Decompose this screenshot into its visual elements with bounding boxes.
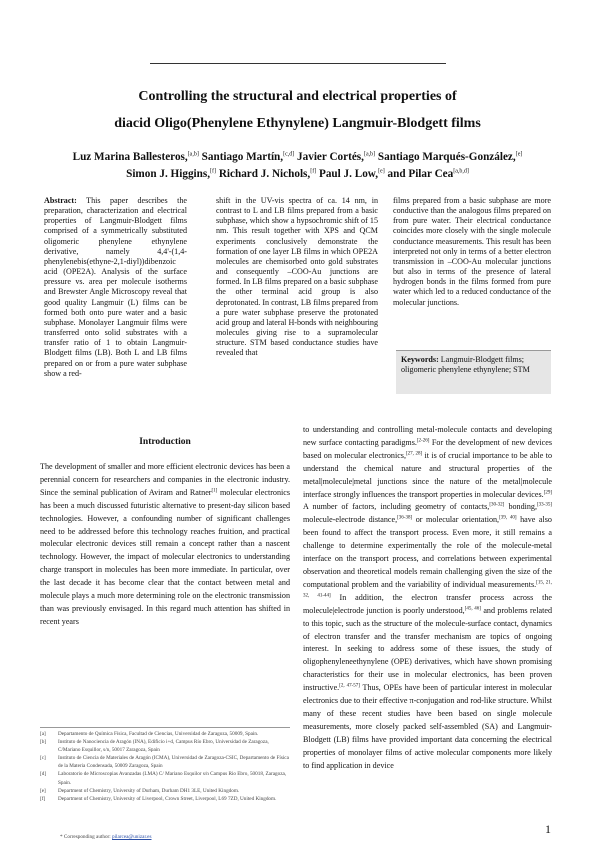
abstract-column-1 — [44, 196, 187, 379]
citation-ref: [1] — [211, 488, 218, 494]
citation-ref: [27, 28] — [406, 451, 423, 457]
citation-ref: [39, 40] — [499, 515, 517, 521]
citation-ref: [36-38] — [397, 515, 413, 521]
abstract-column-2: shift in the UV-vis spectra of ca. 14 nm, in contrast to L and LB films prepared from a basic subphase, which show a hypsochromic shift of 15 nm. This result together with XPS and QCM experiments conclusively demonstrate the formation of one layer LB films in which OPE2A molecules are chemisorbed onto gold substrates and consequently –COO-Au junctions are formed. In LB films prepared on a basic subphase the other terminal acid group is also deprotonated. In contrast, LB films prepared from a pure water subphase preserve the protonated acid group and lateral H-bonds with neighbouring molecules giving rise to a supramolecular structure. STM based conductance studies have revealed that — [216, 196, 378, 358]
affiliation-tag: [b] — [40, 739, 47, 746]
author: Richard J. Nichols,[f] — [218, 168, 317, 181]
affiliation-list — [40, 730, 290, 803]
affiliation-text: Instituto de Nanociencia de Aragón (INA), Edificio i+d, Campus Río Ebro, Universidad de Zaragoza, C/Mariano Esquillor, s/n, 50017 Zaragoza, Spain — [58, 739, 269, 754]
affiliation-item — [40, 787, 290, 795]
abstract-text: This paper describes the preparation, characterization and electrical properties of Langmuir-Blodgett films comprised of a symmetrically substituted oligomeric phenylene ethynylene derivative, namely 4,4'-(1,4-phenylenebis(ethyne-2,1-diyl))dibenzoic acid (OPE2A). Analysis of the surface pressure vs. area per molecule isotherms and Brewster Angle Microscopy reveal that good quality Langmuir (L) films can be formed both onto pure water and a basic subphase. Monolayer Langmuir films were transferred onto solid substrates with a transfer ratio of 1 to obtain Langmuir-Blodgett films (LB). Both L and LB films prepared on or from a pure water subphase show a red- — [44, 196, 187, 378]
author: and Pilar Cea[a,b,d] — [387, 168, 469, 181]
citation-ref: [2-26] — [416, 438, 430, 444]
keywords-box — [396, 350, 551, 394]
body-text: molecule-electrode distance, — [303, 515, 398, 525]
paper-title-line2: diacid Oligo(Phenylene Ethynylene) Langmuir-Blodgett films — [114, 116, 481, 131]
body-text: bonding, — [504, 502, 538, 512]
body-text: it is of crucial importance to be able to understand the chemical nature and structural properties of the metal|molecule|metal junctions since the nature of the metal|molecule interface strongly influences the transport properties in molecular devices. — [303, 450, 553, 499]
affiliation-text: Laboratorio de Microscopias Avanzadas (LMA) C/ Mariano Esquilor s/n Campus Rio Ebro, 50018, Zaragoza, Spain. — [58, 771, 287, 786]
author: Simon J. Higgins,[f] — [126, 168, 217, 181]
body-text: Thus, OPEs have been of particular interest in molecular electronics due to their effective π-conjugation and rod-like structure. Whilst many of these recent studies have been based on single molecule measurements, more closely packed self-assembled (SA) and Langmuir-Blodgett (LB) films have provided important data concerning the electrical properties of monolayer films of active molecular components more likely to find application in device — [303, 683, 552, 770]
author-list — [40, 147, 555, 182]
affiliation-tag: [e] — [40, 787, 46, 794]
affiliation-text: Department of Chemistry, University of Liverpool, Crown Street, Liverpool, L69 7ZD, United Kingdom. — [58, 795, 277, 802]
top-rule — [150, 63, 446, 64]
affiliation-tag: [c] — [40, 755, 46, 762]
introduction-left-column — [40, 461, 290, 629]
affiliation-item — [40, 738, 290, 754]
citation-ref: [45, 46] — [464, 606, 481, 611]
affiliation-item — [40, 795, 290, 803]
keywords-text: Langmuir-Blodgett films; oligomeric phenylene ethynylene; STM — [401, 355, 530, 375]
page-number: 1 — [545, 822, 551, 836]
affiliation-text: Instituto de Ciencia de Materiales de Aragón (ICMA), Universidad de Zaragoza-CSIC, Departamento de Física de la Materia Condensada, 50009 Zaragoza, Spain — [58, 755, 289, 770]
affiliation-tag: [f] — [40, 795, 46, 802]
affiliation-tag: [d] — [40, 771, 47, 778]
introduction-right-column — [303, 424, 552, 772]
citation-ref: [15, 21, 32, 41-44] — [303, 580, 552, 599]
abstract-label: Abstract: — [44, 196, 77, 205]
body-text: A number of factors, including geometry of contacts, — [303, 502, 490, 512]
author: Luz Marina Ballesteros,[a,b] — [72, 150, 199, 163]
abstract-column-3: films prepared from a basic subphase are more conductive than the analogous films prepared on from pure water. Their electrical conductance coincides more closely with the single molecule conductance measurements. This result has been interpreted not only in terms of a better electron transmission in –COO-Au molecular junctions but also in terms of the presence of lateral hydrogen bonds in the films formed from pure water which led to a reduced conductance of the molecular junctions. — [393, 196, 551, 307]
body-text: The development of smaller and more efficient electronic devices has been a perennial concern for researchers and companies in the electronic industry. Since the seminal publication of Aviram and Ratner — [40, 462, 290, 497]
citation-ref: [33-35] — [537, 502, 553, 508]
affiliation-text: Department of Chemistry, University of Durham, Durham DH1 3LE, United Kingdom. — [58, 787, 240, 794]
affiliation-text: Departamento de Química Física, Facultad de Ciencias, Universidad de Zaragoza, 50009, Spain. — [58, 731, 259, 737]
citation-ref: [29] — [543, 489, 552, 495]
body-text: or molecular orientation, — [412, 515, 500, 525]
body-text: and problems related to this topic, such as the structure of the molecule-surface contact, dynamics of electron transfer and the transfer mechanism are topics of ongoing interest. In seeking to address some of these issues, the study of oligophenyleneethynylene (OPE) derivatives, which have shown promising characteristics for their use in molecular electronics, has been proven instructive. — [303, 605, 552, 693]
affiliation-item — [40, 770, 290, 786]
citation-ref: [30-32] — [489, 502, 505, 508]
author: Paul J. Low,[e] — [319, 168, 385, 181]
citation-ref: [2, 47-57] — [339, 683, 360, 689]
affiliation-item — [40, 730, 290, 738]
affiliation-tag: [a] — [40, 731, 46, 737]
body-text: In addition, the electron transfer process across the molecule|electrode junction is poorly understood, — [303, 592, 552, 615]
author: Santiago Marqués-González,[e] — [377, 150, 523, 163]
affiliation-item — [40, 754, 290, 770]
author: Javier Cortés,[a,b] — [297, 150, 376, 163]
email-link[interactable]: pilarcea@unizar.es — [112, 834, 152, 840]
affiliation-rule — [40, 727, 290, 728]
author: Santiago Martín,[c,d] — [201, 150, 295, 163]
body-text: have also been found to affect the transport process. Even more, it still remains a challenge to determine experimentally the role of the molecule-metal interface on the transport process, and correlations between experimental observation and theoretical models remain challenging given the size of the computational problem and the variability of individual measurements. — [303, 515, 552, 589]
section-heading-introduction: Introduction — [139, 437, 191, 447]
corresponding-author: * Corresponding author: pilarcea@unizar.es — [60, 834, 152, 840]
body-text: molecular electronics has been a much discussed futuristic alternative to present-day silicon based technologies. However, a confounding number of significant challenges need to be addressed before this technology reaches fruition, and practical molecular electronic devices still remain a concept rather than a nascent technology. However, the impact of molecular electronics to understanding charge transport in molecules has been more immediate. In particular, over the last decade it has become clear that the contact between metal and molecule plays a much more determining role on the electronic transmission than was previously envisaged. In this regard much attention has shifted in recent years — [40, 487, 290, 626]
paper-title-line1: Controlling the structural and electrical properties of — [138, 89, 457, 104]
body-text: to understanding and controlling metal-molecule contacts and developing new surface contacting paradigms. — [303, 425, 552, 447]
body-text: For the development of new devices based on molecular electronics, — [303, 437, 552, 460]
keywords-label: Keywords: — [401, 355, 439, 364]
